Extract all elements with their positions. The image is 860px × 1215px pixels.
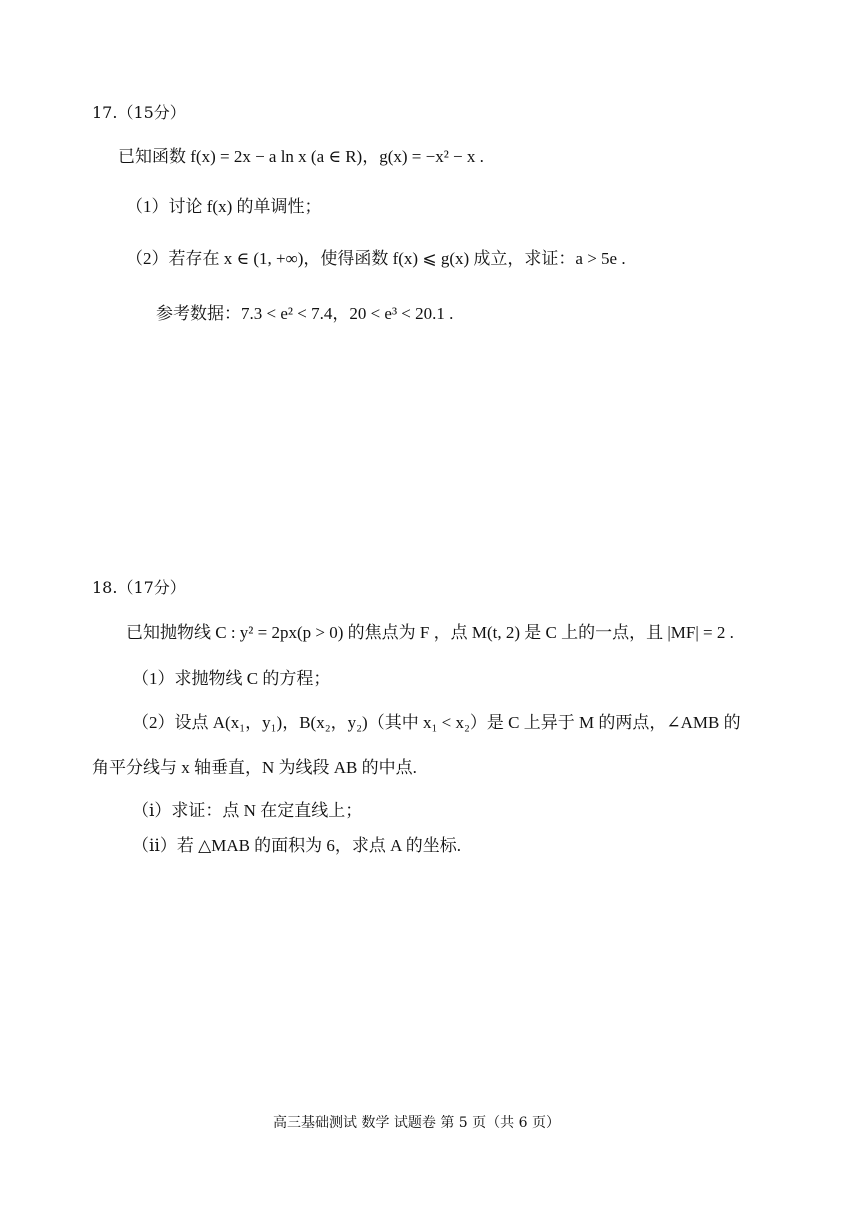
problem-18-subpart-ii: （ⅱ）若 △MAB 的面积为 6，求点 A 的坐标. — [132, 836, 462, 855]
problem-18-subpart-i: （ⅰ）求证：点 N 在定直线上； — [132, 801, 363, 820]
problem-17-reference-data: 参考数据：7.3 < e² < 7.4，20 < e³ < 20.1 . — [156, 304, 454, 323]
problem-17-intro: 已知函数 f(x) = 2x − a ln x (a ∈ R)，g(x) = −x² − x . — [118, 147, 484, 166]
problem-17-header: 17.（15分） — [92, 103, 186, 122]
problem-17-part-1: （1）讨论 f(x) 的单调性； — [126, 197, 322, 216]
problem-18-part-2-line-2: 角平分线与 x 轴垂直，N 为线段 AB 的中点. — [92, 758, 417, 777]
problem-18-intro: 已知抛物线 C : y² = 2px(p > 0) 的焦点为 F ，点 M(t, 2) 是 C 上的一点，且 |MF| = 2 . — [126, 623, 734, 642]
page-footer: 高三基础测试 数学 试题卷 第 5 页（共 6 页） — [273, 1115, 560, 1131]
problem-18-part-2-line-1: （2）设点 A(x₁，y₁)，B(x₂，y₂)（其中 x₁ < x₂）是 C 上异于 M 的两点，∠AMB 的 — [132, 713, 741, 732]
problem-18-header: 18.（17分） — [92, 578, 186, 597]
problem-18-part-1: （1）求抛物线 C 的方程； — [132, 669, 331, 688]
problem-17-part-2: （2）若存在 x ∈ (1, +∞)，使得函数 f(x) ⩽ g(x) 成立，求证：a > 5e . — [126, 249, 626, 268]
